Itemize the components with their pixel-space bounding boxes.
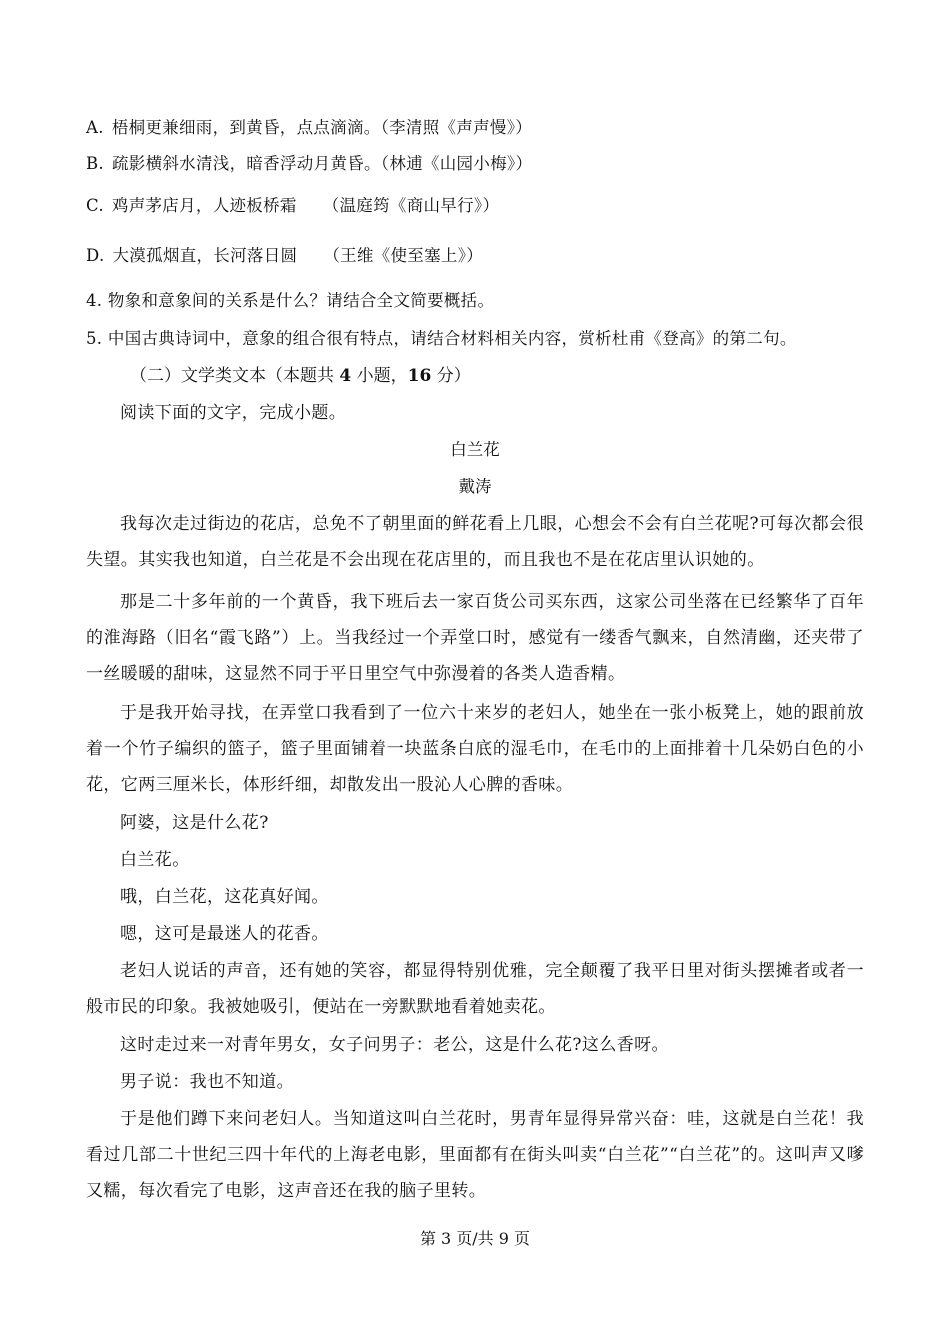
story-title: 白兰花: [450, 440, 500, 459]
option-c-label: C.: [86, 196, 104, 215]
paragraph-5: 于是他们蹲下来问老妇人。当知道这叫白兰花时，男青年显得异常兴奋：哇，这就是白兰花！我看过几部二十世纪三四十年代的上海老电影，里面都有在街头叫卖“白兰花”“白兰花”的。这叫声又嗲又糯，每次看完了电影，这声音还在我的脑子里转。: [86, 1109, 864, 1201]
question-4: 4. 物象和意象间的关系是什么？请结合全文简要概括。: [86, 291, 495, 310]
dialogue-4: 嗯，这可是最迷人的花香。: [120, 924, 329, 944]
option-c-source: （温庭筠《商山早行》）: [322, 196, 500, 215]
option-c-text: 鸡声茅店月，人迹板桥霜: [111, 196, 297, 215]
option-c: [86, 195, 876, 217]
story-author: 戴涛: [458, 477, 492, 496]
paragraph-4: 老妇人说话的声音，还有她的笑容，都显得特别优雅，完全颠覆了我平日里对街头摆摊者或者一般市民的印象。我被她吸引，便站在一旁默默地看着她卖花。: [86, 961, 864, 1017]
section-prefix: （二）文学类文本（本题共: [130, 366, 340, 386]
dialogue-6: 男子说：我也不知道。: [120, 1072, 294, 1092]
dialogue-2: 白兰花。: [120, 850, 190, 870]
option-d-label: D.: [86, 246, 105, 265]
paragraph-2: 那是二十多年前的一个黄昏，我下班后去一家百货公司买东西，这家公司坐落在已经繁华了百年的淮海路（旧名“霞飞路”）上。当我经过一个弄堂口时，感觉有一缕香气飘来，自然清幽，还夹带了一丝暖暖的甜味，这显然不同于平日里空气中弥漫着的各类人造香精。: [86, 592, 864, 684]
section-middle: 小题，: [351, 366, 408, 386]
dialogue-3: 哦，白兰花，这花真好闻。: [120, 887, 329, 907]
instruction: 阅读下面的文字，完成小题。: [120, 403, 347, 423]
option-d-source: （王维《使至塞上》）: [323, 246, 484, 265]
section-count: 4: [339, 366, 352, 386]
page-footer: 第 3 页/共 9 页: [419, 1229, 531, 1248]
option-d: [86, 245, 876, 267]
option-d-text: 大漠孤烟直，长河落日圆: [112, 246, 298, 265]
paragraph-1: 我每次走过街边的花店，总免不了朝里面的鲜花看上几眼，心想会不会有白兰花呢?可每次都会很失望。其实我也知道，白兰花是不会出现在花店里的，而且我也不是在花店里认识她的。: [86, 514, 864, 570]
option-a-text: 梧桐更兼细雨，到黄昏，点点滴滴。（李清照《声声慢》）: [111, 118, 533, 137]
section-score: 16: [407, 366, 432, 386]
dialogue-5: 这时走过来一对青年男女，女子问男子：老公，这是什么花?这么香呀。: [120, 1035, 669, 1055]
paragraph-3: 于是我开始寻找，在弄堂口我看到了一位六十来岁的老妇人，她坐在一张小板凳上，她的跟前放着一个竹子编织的篮子，篮子里面铺着一块蓝条白底的湿毛巾，在毛巾的上面排着十几朵奶白色的小花，它两三厘米长，体形纤细，却散发出一股沁人心脾的香味。: [86, 703, 864, 795]
option-b-text: 疏影横斜水清浅，暗香浮动月黄昏。（林逋《山园小梅》）: [111, 154, 533, 173]
option-b-label: B.: [86, 154, 104, 173]
option-a-label: A.: [86, 118, 104, 137]
section-heading: [130, 364, 471, 388]
question-5: 5. 中国古典诗词中，意象的组合很有特点，请结合材料相关内容，赏析杜甫《登高》的第二句。: [86, 329, 797, 348]
option-a: [86, 117, 876, 139]
option-b: [86, 153, 876, 175]
section-suffix: 分）: [431, 366, 471, 386]
dialogue-1: 阿婆，这是什么花?: [120, 813, 269, 833]
